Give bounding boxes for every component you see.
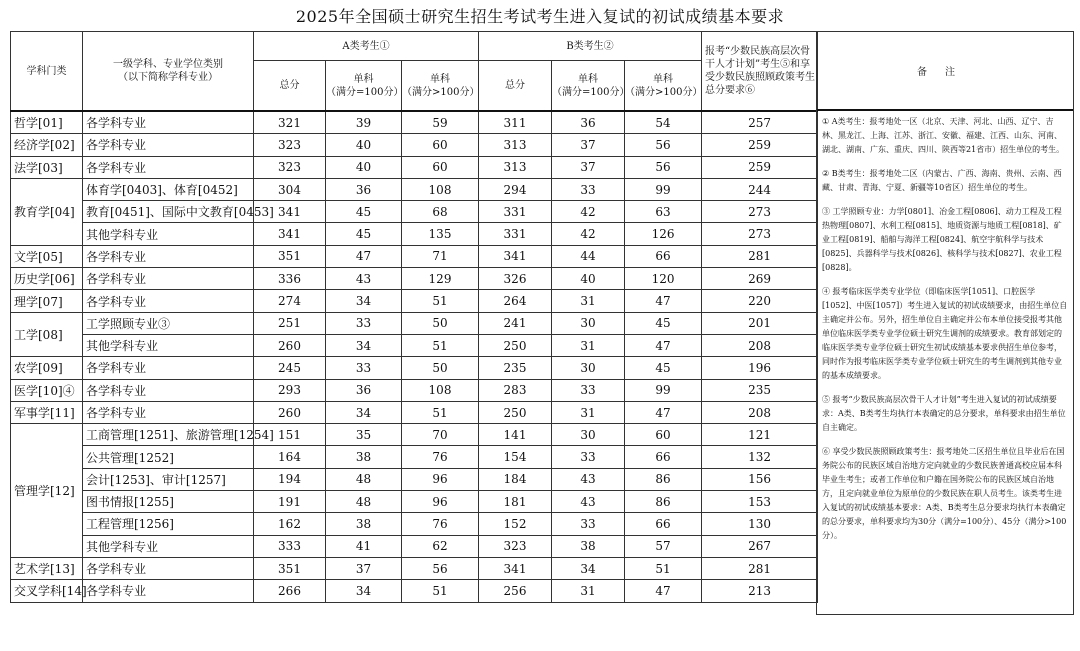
category-cell: 军事学[11] [11,401,83,423]
table-row [11,535,818,557]
remark-note: ④ 报考临床医学类专业学位（即临床医学[1051]、口腔医学[1052]、中医[1057]）考生进入复试的初试成绩要求，由招生单位自主确定并公布。另外，招生单位自主确定并公布本单位接受报考其他单位临床医学类专业学位硕士研究生调剂的成绩要求。教育部划定的临床医学类专业学位硕士研究生初试成绩基本要求供招生单位参考，同时作为报考临床医学类专业学位硕士研究生的考生调剂到其他专业的基本成绩要求。 [822,287,1068,380]
page-title: 2025年全国硕士研究生招生考试考生进入复试的初试成绩基本要求 [295,7,785,26]
subject-cell: 各学科专业 [83,245,254,267]
a-single2-cell: 60 [402,134,479,156]
subject-cell: 各学科专业 [83,268,254,290]
b-single1-cell: 44 [552,245,625,267]
b-single1-cell: 42 [552,201,625,223]
b-single1-cell: 34 [552,557,625,579]
subject-cell: 各学科专业 [83,379,254,401]
b-single1-cell: 36 [552,111,625,134]
b-single2-cell: 51 [625,557,702,579]
b-single1-cell: 42 [552,223,625,245]
header-single-label: 单科 [353,73,374,85]
subject-cell: 体育学[0403]、体育[0452] [83,178,254,200]
b-single1-cell: 37 [552,156,625,178]
b-total-cell: 326 [479,268,552,290]
a-total-cell: 251 [254,312,326,334]
a-single2-cell: 76 [402,446,479,468]
header-a-total: 总分 [254,61,326,112]
b-single1-cell: 38 [552,535,625,557]
a-total-cell: 293 [254,379,326,401]
a-single1-cell: 39 [326,111,402,134]
b-single1-cell: 37 [552,134,625,156]
subject-cell: 工程管理[1256] [83,513,254,535]
category-cell: 艺术学[13] [11,557,83,579]
b-single1-cell: 43 [552,468,625,490]
minority-total-cell: 235 [702,379,818,401]
minority-total-cell: 244 [702,178,818,200]
a-total-cell: 336 [254,268,326,290]
a-total-cell: 351 [254,557,326,579]
header-b-total: 总分 [479,61,552,112]
a-total-cell: 304 [254,178,326,200]
a-single2-cell: 108 [402,379,479,401]
a-single1-cell: 40 [326,156,402,178]
a-total-cell: 341 [254,223,326,245]
a-single1-cell: 38 [326,513,402,535]
b-total-cell: 141 [479,424,552,446]
header-subject [83,32,254,112]
table-row [11,268,818,290]
b-single2-cell: 66 [625,245,702,267]
header-minority: 报考“少数民族高层次骨干人才计划”考生⑤和享受少数民族照顾政策考生总分要求⑥ [702,32,818,112]
table-row [11,134,818,156]
minority-total-cell: 201 [702,312,818,334]
header-single-label: 单科 [430,73,450,85]
a-single1-cell: 48 [326,468,402,490]
a-single1-cell: 34 [326,580,402,602]
header-single-label: 单科 [653,73,674,85]
table-row [11,446,818,468]
b-single2-cell: 45 [625,312,702,334]
a-single1-cell: 35 [326,424,402,446]
header-category: 学科门类 [11,32,83,112]
a-single1-cell: 48 [326,491,402,513]
subject-cell: 其他学科专业 [83,334,254,356]
remark-note: ⑥ 享受少数民族照顾政策考生：报考地处二区招生单位且毕业后在国务院公布的民族区域自治地方定向就业的少数民族普通高校应届本科毕业生考生；或者工作单位和户籍在国务院公布的民族区域自治地方，且定向就业单位为原单位的少数民族在职人员考生。该类考生进入复试的初试成绩基本要求：A类、B类考生总分要求均执行本表确定的总分要求，单科要求均为30分（满分=100分）、45分（满分>100分）。 [822,447,1067,540]
a-single1-cell: 34 [326,290,402,312]
header-single-note: （满分>100分） [625,86,703,98]
table-row [11,312,818,334]
remark-note: ① A类考生：报考地处一区（北京、天津、河北、山西、辽宁、吉林、黑龙江、上海、江苏、浙江、安徽、福建、江西、山东、河南、湖北、湖南、广东、重庆、四川、陕西等21省市）招生单位的考生。 [822,117,1065,154]
remark-note: ③ 工学照顾专业：力学[0801]、冶金工程[0806]、动力工程及工程热物理[0807]、水利工程[0815]、地质资源与地质工程[0818]、矿业工程[0819]、船舶与海洋工程[0824]、航空宇航科学与技术[0825]、兵器科学与技术[0826]、核科学与技术[0827]、农业工程[0828]。 [822,207,1062,272]
a-single2-cell: 50 [402,357,479,379]
a-single1-cell: 47 [326,245,402,267]
b-total-cell: 323 [479,535,552,557]
b-single1-cell: 33 [552,446,625,468]
header-single-note: （满分>100分） [402,86,480,98]
a-single2-cell: 60 [402,156,479,178]
b-total-cell: 313 [479,156,552,178]
b-single2-cell: 63 [625,201,702,223]
b-total-cell: 235 [479,357,552,379]
a-total-cell: 341 [254,201,326,223]
a-single2-cell: 108 [402,178,479,200]
score-table-body [11,111,818,602]
b-total-cell: 341 [479,557,552,579]
b-total-cell: 184 [479,468,552,490]
subject-cell: 图书情报[1255] [83,491,254,513]
b-total-cell: 294 [479,178,552,200]
header-a-group: A类考生① [254,32,479,61]
b-total-cell: 331 [479,201,552,223]
a-total-cell: 151 [254,424,326,446]
b-single1-cell: 30 [552,424,625,446]
subject-cell: 各学科专业 [83,156,254,178]
a-single2-cell: 129 [402,268,479,290]
remark-note: ⑤ 报考“少数民族高层次骨干人才计划”考生进入复试的初试成绩要求：A类、B类考生均执行本表确定的总分要求，单科要求由招生单位自主确定。 [822,395,1066,432]
b-single1-cell: 31 [552,334,625,356]
minority-total-cell: 273 [702,201,818,223]
b-total-cell: 283 [479,379,552,401]
b-single2-cell: 56 [625,134,702,156]
a-total-cell: 333 [254,535,326,557]
minority-total-cell: 196 [702,357,818,379]
category-cell: 哲学[01] [11,111,83,134]
minority-total-cell: 281 [702,557,818,579]
minority-total-cell: 132 [702,446,818,468]
table-row [11,557,818,579]
b-single2-cell: 120 [625,268,702,290]
b-total-cell: 264 [479,290,552,312]
category-cell: 医学[10]④ [11,379,83,401]
b-single2-cell: 126 [625,223,702,245]
b-total-cell: 341 [479,245,552,267]
subject-cell: 各学科专业 [83,557,254,579]
b-single1-cell: 33 [552,379,625,401]
header-b-single1 [552,61,630,112]
b-total-cell: 256 [479,580,552,602]
b-single2-cell: 86 [625,468,702,490]
a-single1-cell: 33 [326,312,402,334]
a-total-cell: 274 [254,290,326,312]
b-single2-cell: 86 [625,491,702,513]
table-row [11,491,818,513]
minority-total-cell: 259 [702,134,818,156]
a-single1-cell: 36 [326,178,402,200]
a-total-cell: 162 [254,513,326,535]
b-single1-cell: 31 [552,290,625,312]
minority-total-cell: 213 [702,580,818,602]
subject-cell: 各学科专业 [83,401,254,423]
a-single1-cell: 34 [326,334,402,356]
b-single1-cell: 33 [552,178,625,200]
b-single2-cell: 99 [625,178,702,200]
table-row [11,513,818,535]
b-single2-cell: 54 [625,111,702,134]
table-row [11,379,818,401]
a-total-cell: 260 [254,401,326,423]
category-cell: 文学[05] [11,245,83,267]
a-single1-cell: 37 [326,557,402,579]
minority-total-cell: 130 [702,513,818,535]
a-single1-cell: 33 [326,357,402,379]
a-single2-cell: 96 [402,468,479,490]
a-total-cell: 245 [254,357,326,379]
minority-total-cell: 281 [702,245,818,267]
a-total-cell: 191 [254,491,326,513]
b-single2-cell: 47 [625,290,702,312]
a-single2-cell: 70 [402,424,479,446]
table-row [11,357,818,379]
a-single2-cell: 56 [402,557,479,579]
a-single2-cell: 50 [402,312,479,334]
b-single2-cell: 47 [625,334,702,356]
a-single1-cell: 45 [326,201,402,223]
a-single2-cell: 51 [402,401,479,423]
minority-total-cell: 220 [702,290,818,312]
b-total-cell: 154 [479,446,552,468]
a-total-cell: 194 [254,468,326,490]
a-single1-cell: 40 [326,134,402,156]
b-single2-cell: 47 [625,580,702,602]
a-single1-cell: 34 [326,401,402,423]
b-single2-cell: 47 [625,401,702,423]
category-cell: 法学[03] [11,156,83,178]
score-table [10,31,818,603]
a-single1-cell: 45 [326,223,402,245]
subject-cell: 会计[1253]、审计[1257] [83,468,254,490]
subject-cell: 各学科专业 [83,290,254,312]
a-total-cell: 323 [254,156,326,178]
category-cell: 经济学[02] [11,134,83,156]
a-single2-cell: 135 [402,223,479,245]
remarks-panel [816,31,1074,615]
b-total-cell: 313 [479,134,552,156]
a-single1-cell: 41 [326,535,402,557]
table-row [11,156,818,178]
subject-cell: 工学照顾专业③ [83,312,254,334]
a-total-cell: 323 [254,134,326,156]
b-single1-cell: 43 [552,491,625,513]
category-cell: 理学[07] [11,290,83,312]
b-single2-cell: 60 [625,424,702,446]
a-total-cell: 266 [254,580,326,602]
b-single1-cell: 30 [552,312,625,334]
header-a-single2 [402,61,479,112]
header-b-group: B类考生② [479,32,702,61]
a-single2-cell: 51 [402,290,479,312]
category-cell: 历史学[06] [11,268,83,290]
a-single1-cell: 43 [326,268,402,290]
minority-total-cell: 153 [702,491,818,513]
subject-cell: 工商管理[1251]、旅游管理[1254] [83,424,254,446]
b-single1-cell: 31 [552,580,625,602]
minority-total-cell: 257 [702,111,818,134]
b-single2-cell: 56 [625,156,702,178]
category-cell: 管理学[12] [11,424,83,558]
table-row [11,580,818,602]
a-single1-cell: 36 [326,379,402,401]
a-single2-cell: 68 [402,201,479,223]
table-row [11,401,818,423]
b-total-cell: 250 [479,334,552,356]
remark-note: ② B类考生：报考地处二区（内蒙古、广西、海南、贵州、云南、西藏、甘肃、青海、宁夏、新疆等10省区）招生单位的考生。 [822,169,1062,192]
category-cell: 农学[09] [11,357,83,379]
b-single2-cell: 66 [625,446,702,468]
header-subject-line2: （以下简称学科专业） [118,72,218,83]
a-total-cell: 164 [254,446,326,468]
header-b-single2 [625,61,702,112]
a-single2-cell: 51 [402,580,479,602]
b-single2-cell: 45 [625,357,702,379]
a-single2-cell: 71 [402,245,479,267]
category-cell: 教育学[04] [11,178,83,245]
a-single2-cell: 96 [402,491,479,513]
a-total-cell: 321 [254,111,326,134]
b-single1-cell: 33 [552,513,625,535]
table-row [11,468,818,490]
header-single-note: （满分=100分） [326,86,404,98]
a-single1-cell: 38 [326,446,402,468]
b-single2-cell: 99 [625,379,702,401]
table-row [11,223,818,245]
category-cell: 工学[08] [11,312,83,357]
subject-cell: 各学科专业 [83,134,254,156]
minority-total-cell: 208 [702,334,818,356]
minority-total-cell: 267 [702,535,818,557]
subject-cell: 各学科专业 [83,111,254,134]
b-total-cell: 331 [479,223,552,245]
subject-cell: 各学科专业 [83,357,254,379]
subject-cell: 其他学科专业 [83,223,254,245]
table-row [11,290,818,312]
table-row [11,424,818,446]
a-single2-cell: 62 [402,535,479,557]
category-cell: 交叉学科[14] [11,580,83,602]
subject-cell: 各学科专业 [83,580,254,602]
subject-cell: 其他学科专业 [83,535,254,557]
subject-cell: 公共管理[1252] [83,446,254,468]
minority-total-cell: 156 [702,468,818,490]
table-row [11,245,818,267]
header-subject-line1: 一级学科、专业学位类别 [113,59,223,70]
table-row [11,334,818,356]
b-single2-cell: 57 [625,535,702,557]
b-total-cell: 181 [479,491,552,513]
a-single2-cell: 51 [402,334,479,356]
header-single-note: （满分=100分） [552,86,630,98]
b-single1-cell: 40 [552,268,625,290]
b-single1-cell: 30 [552,357,625,379]
minority-total-cell: 208 [702,401,818,423]
minority-total-cell: 269 [702,268,818,290]
b-total-cell: 250 [479,401,552,423]
b-total-cell: 241 [479,312,552,334]
a-total-cell: 260 [254,334,326,356]
table-row [11,178,818,200]
a-total-cell: 351 [254,245,326,267]
b-total-cell: 311 [479,111,552,134]
subject-cell: 教育[0451]、国际中文教育[0453] [83,201,254,223]
b-total-cell: 152 [479,513,552,535]
b-single2-cell: 66 [625,513,702,535]
b-single1-cell: 31 [552,401,625,423]
minority-total-cell: 273 [702,223,818,245]
header-single-label: 单科 [578,73,598,85]
remarks-header: 备注 [817,32,1073,111]
minority-total-cell: 259 [702,156,818,178]
remarks-body [817,111,1073,543]
minority-total-cell: 121 [702,424,818,446]
a-single2-cell: 76 [402,513,479,535]
table-row [11,201,818,223]
a-single2-cell: 59 [402,111,479,134]
table-row [11,111,818,134]
header-a-single1 [326,61,402,112]
